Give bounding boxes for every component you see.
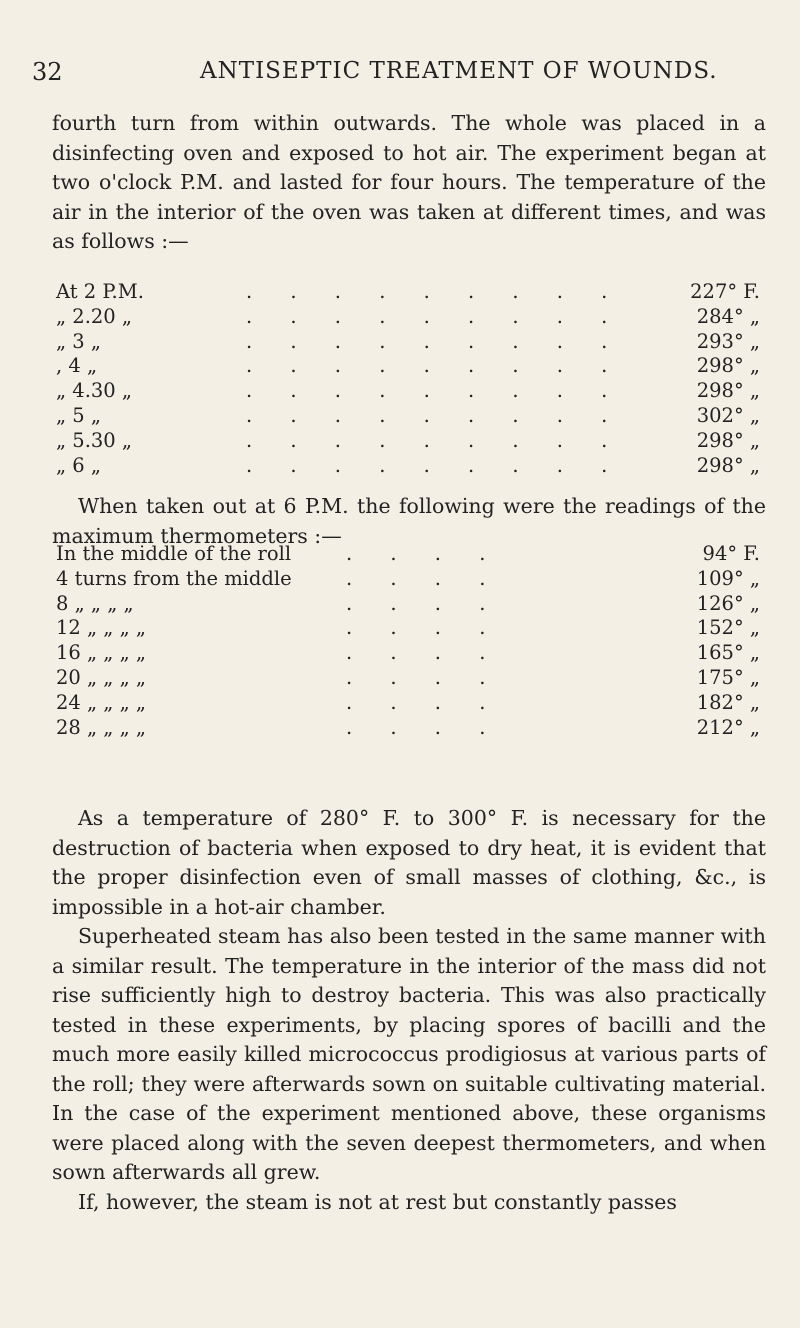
- time-row-temperature: 227° F.: [690, 280, 760, 303]
- position-row: [56, 641, 760, 666]
- dot-leader: . . . .: [346, 566, 502, 590]
- time-row-temperature: 298° „: [696, 453, 760, 477]
- page-number: 32: [32, 58, 63, 86]
- position-row: [56, 691, 760, 716]
- body-text: [52, 804, 766, 1217]
- position-row-temperature: 126° „: [696, 591, 760, 615]
- time-row: [56, 354, 760, 379]
- dot-leader: . . . . . . . . .: [246, 453, 624, 477]
- position-row-temperature: 212° „: [696, 715, 760, 739]
- position-row-label: 4 turns from the middle: [56, 566, 292, 590]
- dot-leader: . . . . . . . . .: [246, 304, 624, 328]
- readings-paragraph: When taken out at 6 P.M. the following were the readings of the maximum thermometers :—: [52, 494, 766, 548]
- dot-leader: . . . . . . . . .: [246, 379, 624, 403]
- time-row-label: „ 2.20 „: [56, 304, 133, 328]
- position-row-temperature: 109° „: [696, 566, 760, 590]
- time-row: [56, 305, 760, 330]
- dot-leader: . . . .: [346, 665, 502, 689]
- dot-leader: . . . .: [346, 690, 502, 714]
- position-row-label: 12 „ „ „ „: [56, 616, 147, 640]
- dot-leader: . . . .: [346, 715, 502, 739]
- time-row: [56, 454, 760, 479]
- position-row: [56, 716, 760, 741]
- time-row: [56, 404, 760, 429]
- position-row-label: 28 „ „ „ „: [56, 715, 147, 739]
- page-header: [0, 58, 800, 88]
- dot-leader: . . . .: [346, 591, 502, 615]
- position-row: [56, 666, 760, 691]
- time-row-label: „ 3 „: [56, 329, 102, 353]
- dot-leader: . . . . . . . . .: [246, 280, 624, 303]
- time-row-temperature: 302° „: [696, 403, 760, 427]
- time-row-temperature: 298° „: [696, 354, 760, 378]
- position-row-temperature: 152° „: [696, 616, 760, 640]
- position-row-label: 8 „ „ „ „: [56, 591, 134, 615]
- time-row-label: At 2 P.M.: [56, 280, 144, 303]
- position-row-label: 20 „ „ „ „: [56, 665, 147, 689]
- oven-temperature-table: [56, 280, 760, 478]
- time-row-temperature: 298° „: [696, 428, 760, 452]
- position-row-temperature: 175° „: [696, 665, 760, 689]
- position-row-label: 16 „ „ „ „: [56, 641, 147, 665]
- time-row-temperature: 293° „: [696, 329, 760, 353]
- time-row-temperature: 284° „: [696, 304, 760, 328]
- dot-leader: . . . .: [346, 542, 502, 565]
- dot-leader: . . . .: [346, 616, 502, 640]
- position-row-temperature: 182° „: [696, 690, 760, 714]
- time-row: [56, 379, 760, 404]
- intro-paragraph: fourth turn from within outwards. The whole was placed in a disinfecting oven and exposed to hot air. The experiment began at two o'clock P.M. and lasted for four hours. The temperature of the air in the interior of the oven was taken at different times, and was as follows :—: [52, 111, 766, 253]
- time-row-label: „ 4.30 „: [56, 379, 133, 403]
- position-row-label: In the middle of the roll: [56, 542, 292, 565]
- position-row: [56, 592, 760, 617]
- time-row: [56, 429, 760, 454]
- dot-leader: . . . .: [346, 641, 502, 665]
- steam-paragraph: Superheated steam has also been tested in the same manner with a similar result. The temperature in the interior of the mass did not rise sufficiently high to destroy bacteria. This was also practically tested in these experiments, by placing spores of bacilli and the much more easily killed micrococcus prodigiosus at various parts of the roll; they were afterwards sown on suitable cultivating material. In the case of the experiment mentioned above, these organisms were placed along with the seven deepest thermometers, and when sown afterwards all grew.: [52, 924, 766, 1184]
- position-row-temperature: 165° „: [696, 641, 760, 665]
- dot-leader: . . . . . . . . .: [246, 403, 624, 427]
- thermometer-readings-table: [56, 542, 760, 740]
- time-row-label: , 4 „: [56, 354, 98, 378]
- time-row: [56, 280, 760, 305]
- position-row: [56, 567, 760, 592]
- position-row-temperature: 94° F.: [702, 542, 760, 565]
- position-row-label: 24 „ „ „ „: [56, 690, 147, 714]
- time-row-label: „ 6 „: [56, 453, 102, 477]
- dot-leader: . . . . . . . . .: [246, 354, 624, 378]
- conclusion-paragraph: As a temperature of 280° F. to 300° F. is necessary for the destruction of bacteria when exposed to dry heat, it is evident that the proper disinfection even of small masses of clothing, &c., is impossible in a hot-air chamber.: [52, 806, 766, 919]
- position-row: [56, 542, 760, 567]
- time-row-temperature: 298° „: [696, 379, 760, 403]
- time-row: [56, 330, 760, 355]
- dot-leader: . . . . . . . . .: [246, 428, 624, 452]
- running-title: ANTISEPTIC TREATMENT OF WOUNDS.: [200, 58, 718, 84]
- time-row-label: „ 5 „: [56, 403, 102, 427]
- dot-leader: . . . . . . . . .: [246, 329, 624, 353]
- time-row-label: „ 5.30 „: [56, 428, 133, 452]
- position-row: [56, 616, 760, 641]
- closing-paragraph: If, however, the steam is not at rest but constantly passes: [78, 1189, 677, 1214]
